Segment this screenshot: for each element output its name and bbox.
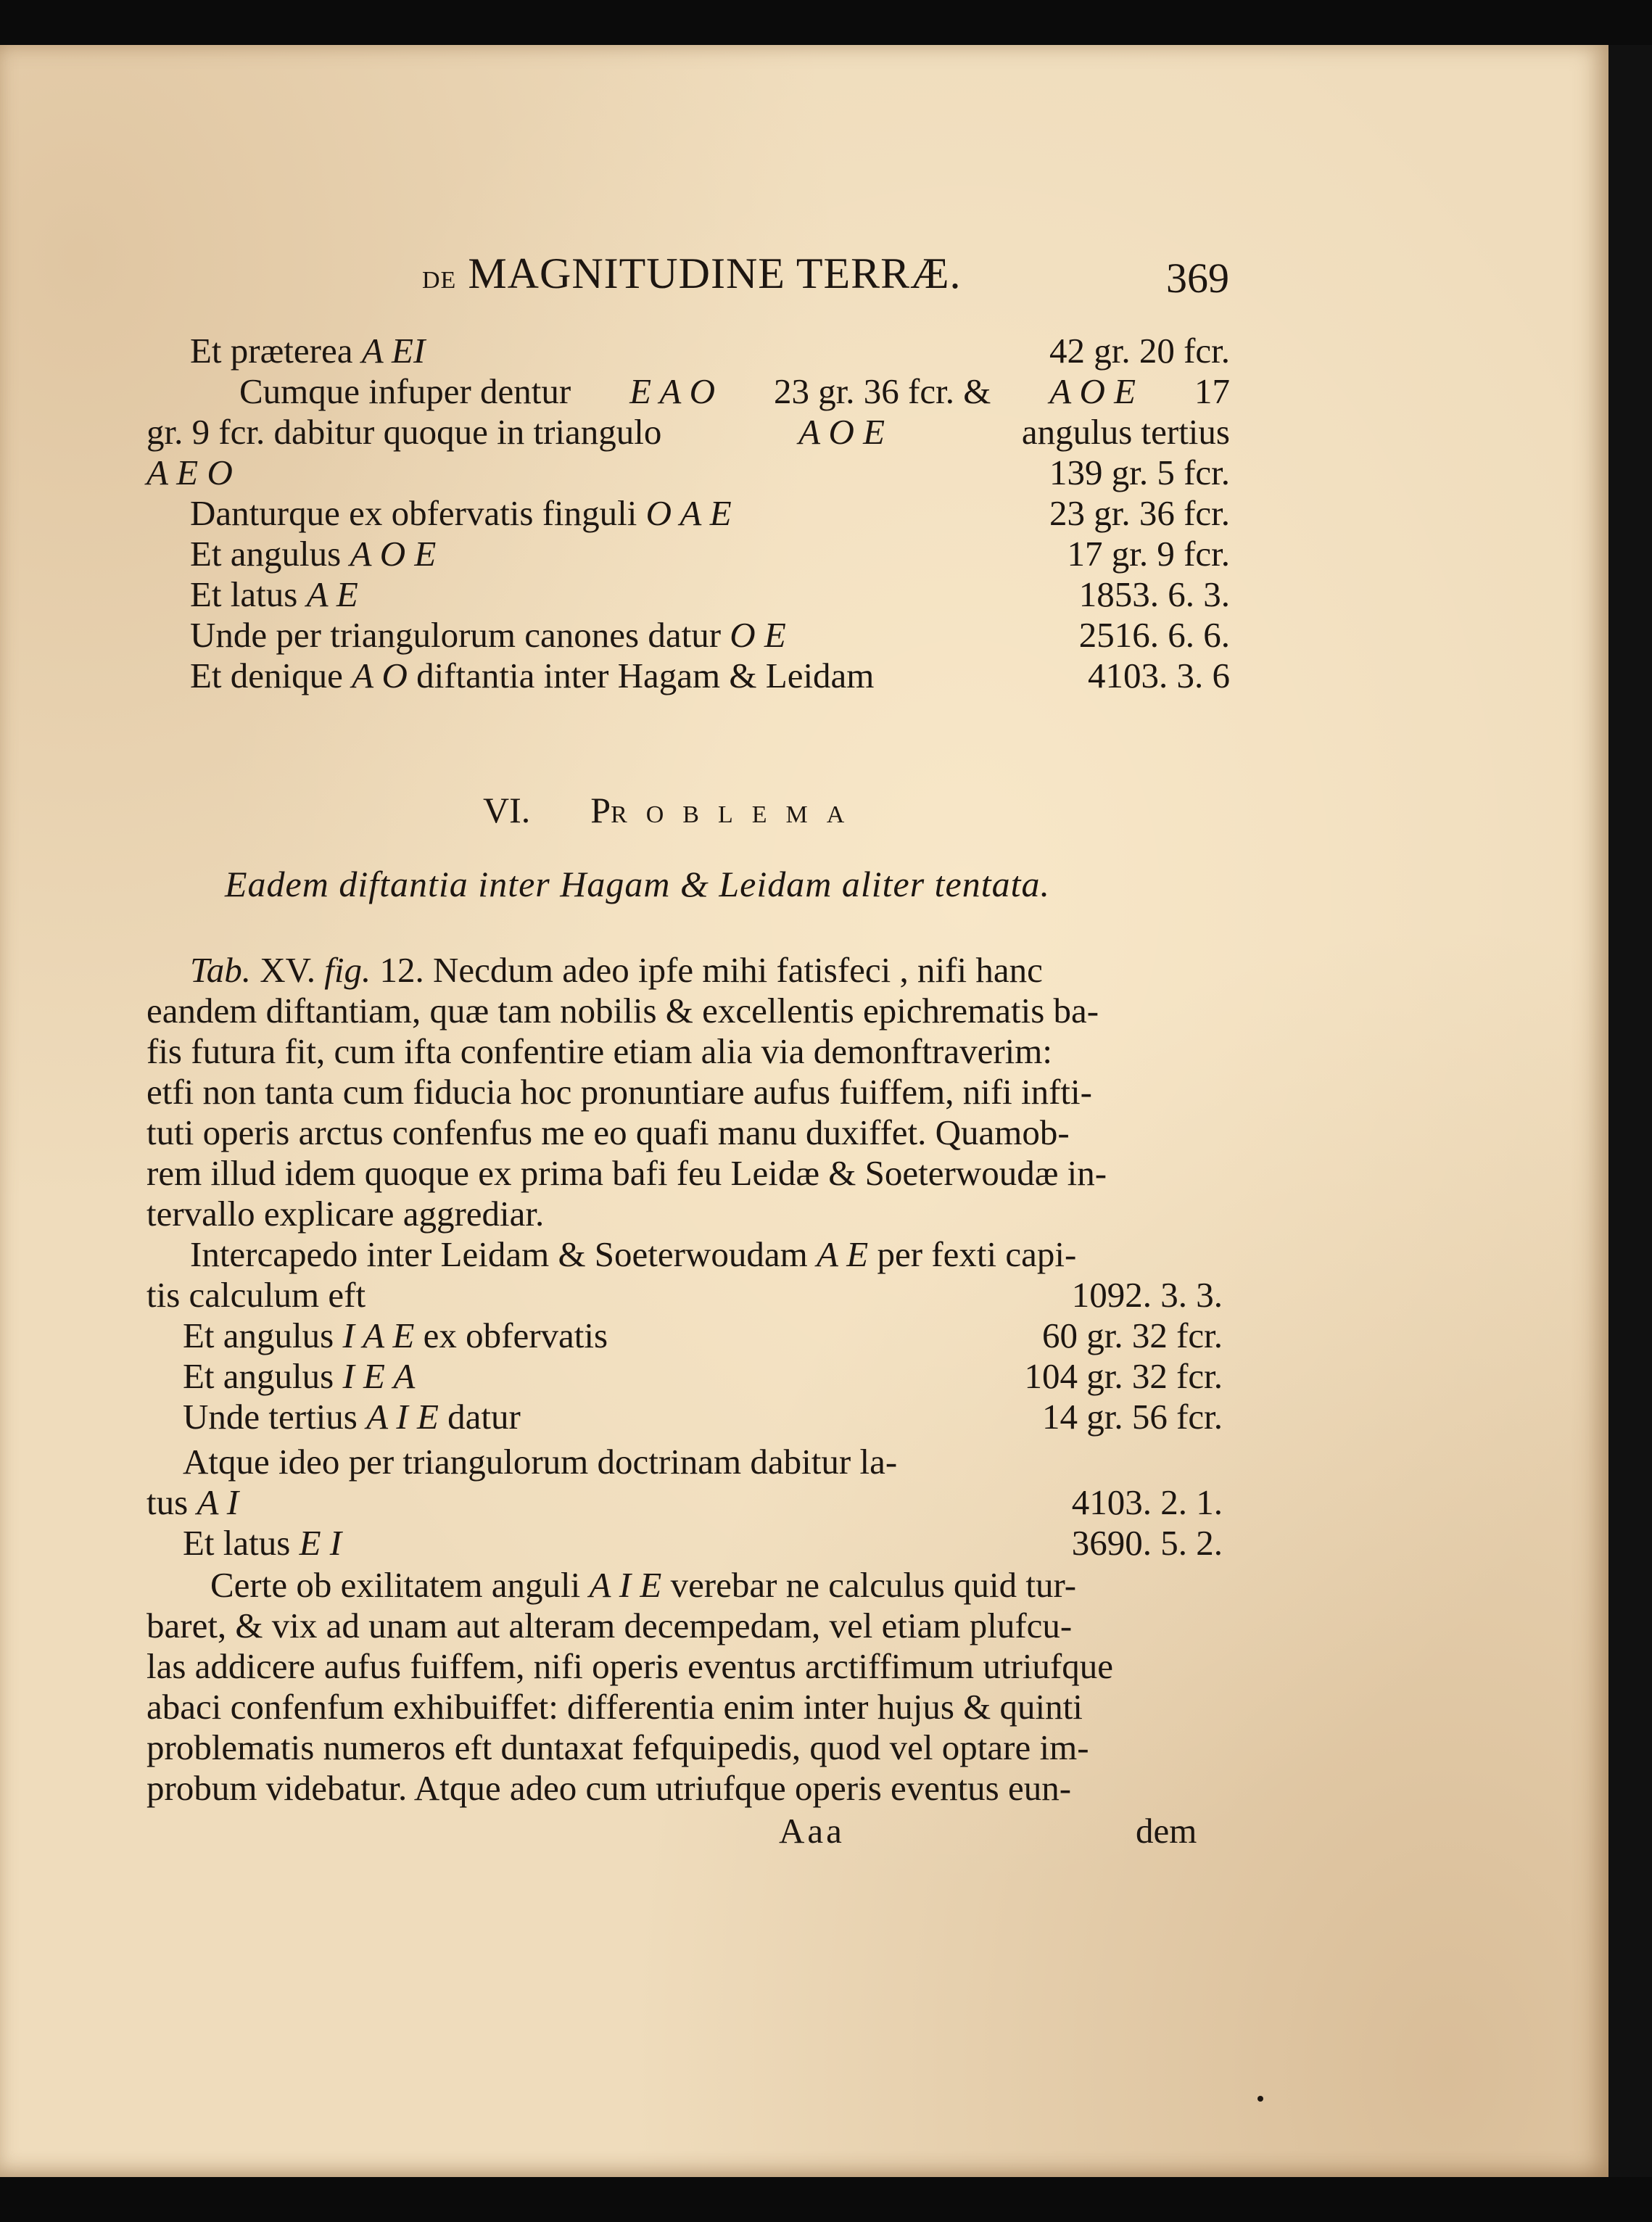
ink-speck [1257, 2096, 1263, 2102]
catchword: dem [1136, 1811, 1197, 1851]
header-title: MAGNITUDINE TERRÆ. [468, 249, 962, 297]
section-subtitle: Eadem diftantia inter Hagam & Leidam aliter tentata. [225, 864, 1051, 904]
page-edge-shadow [1608, 45, 1652, 2177]
problema-number: VI. [483, 790, 531, 830]
header-prefix: DE [422, 267, 457, 294]
signature-mark: Aaa [779, 1811, 845, 1851]
page-number: 369 [1166, 255, 1229, 302]
section-heading: VI. PROBLEMA [483, 790, 864, 830]
